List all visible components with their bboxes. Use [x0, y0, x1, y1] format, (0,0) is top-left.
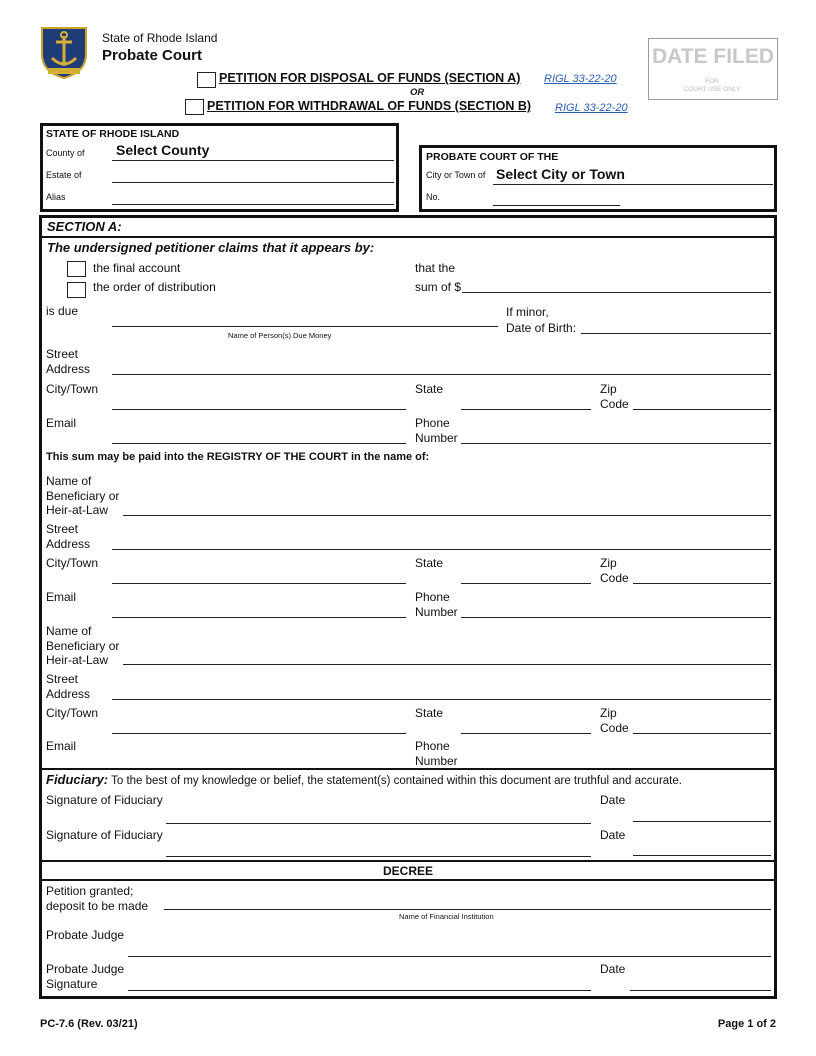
estate-label: Estate of	[46, 170, 82, 180]
judge-sig-l1: Probate Judge	[46, 962, 125, 976]
financial-institution-caption: Name of Financial Institution	[399, 912, 494, 921]
city-town-label-b2: City/Town	[46, 706, 99, 720]
email-field-b1[interactable]	[112, 617, 406, 618]
city-town-field[interactable]	[112, 409, 406, 410]
county-select[interactable]: Select County	[116, 142, 210, 158]
claim-text: The undersigned petitioner claims that it appears by:	[47, 240, 375, 255]
phone-label	[415, 416, 458, 445]
phone-b1-l2: Number	[415, 604, 458, 619]
state-label-b1: State	[415, 556, 444, 570]
no-label: No.	[426, 192, 441, 202]
granted-l2: deposit to be made	[46, 898, 149, 913]
decree-date-field[interactable]	[630, 990, 771, 991]
fiduciary-statement	[46, 772, 682, 787]
fiduciary-date-field-2[interactable]	[633, 855, 771, 856]
beneficiary-2-field[interactable]	[123, 664, 771, 665]
petition-a-title: PETITION FOR DISPOSAL OF FUNDS (SECTION A)	[219, 71, 521, 85]
phone-b2-l1: Phone	[415, 739, 450, 753]
financial-institution-field[interactable]	[164, 909, 771, 910]
distribution-checkbox[interactable]	[67, 282, 86, 298]
fiduciary-title: Fiduciary:	[46, 772, 109, 787]
dob-field[interactable]	[581, 333, 771, 334]
fiduciary-sig-field-2[interactable]	[166, 856, 591, 857]
estate-field[interactable]	[112, 182, 394, 183]
for-court-label: FOR	[705, 78, 719, 85]
street-label-l1: Street	[46, 347, 79, 361]
fiduciary-sig-label-2: Signature of Fiduciary	[46, 828, 163, 842]
granted-l1: Petition granted;	[46, 884, 134, 898]
zip-label-l2: Code	[600, 396, 629, 411]
street-field-b2[interactable]	[112, 699, 771, 700]
beneficiary-1-label	[46, 474, 119, 518]
is-due-label: is due	[46, 304, 79, 318]
zip-field-b2[interactable]	[633, 733, 771, 734]
alias-field[interactable]	[112, 204, 394, 205]
divider	[40, 236, 776, 238]
zip-label-l1: Zip	[600, 382, 617, 396]
state-label: State	[415, 382, 444, 396]
petition-a-checkbox[interactable]	[197, 72, 216, 88]
person-due-caption: Name of Person(s) Due Money	[228, 331, 332, 340]
beneficiary-1-field[interactable]	[123, 515, 771, 516]
section-a-title: SECTION A:	[47, 219, 122, 234]
email-label-b1: Email	[46, 590, 77, 604]
form-number: PC-7.6 (Rev. 03/21)	[40, 1018, 138, 1030]
phone-b1-l1: Phone	[415, 590, 450, 604]
phone-field-b1[interactable]	[461, 617, 771, 618]
case-number-field[interactable]	[493, 205, 620, 206]
or-text: OR	[410, 87, 425, 98]
street-field[interactable]	[112, 374, 771, 375]
state-field-b2[interactable]	[461, 733, 591, 734]
sum-label: sum of $	[415, 280, 462, 294]
phone-label-b1	[415, 590, 458, 619]
divider	[40, 768, 776, 770]
fiduciary-date-field-1[interactable]	[633, 821, 771, 822]
street-label-b1	[46, 522, 90, 551]
zip-label	[600, 382, 629, 411]
zip-field[interactable]	[633, 409, 771, 410]
street-b1-l1: Street	[46, 522, 79, 536]
ben1-l1: Name of	[46, 474, 92, 488]
court-name: Probate Court	[102, 47, 203, 64]
divider	[40, 879, 776, 881]
county-label: County of	[46, 148, 85, 158]
fiduciary-sig-label-1: Signature of Fiduciary	[46, 793, 163, 807]
if-minor-label: If minor,	[506, 305, 549, 319]
registry-text: This sum may be paid into the REGISTRY OF THE COURT in the name of:	[46, 451, 430, 463]
state-field-b1[interactable]	[461, 583, 591, 584]
dob-label: Date of Birth:	[506, 321, 577, 335]
street-b2-l2: Address	[46, 686, 91, 701]
zip-field-b1[interactable]	[633, 583, 771, 584]
petition-b-title: PETITION FOR WITHDRAWAL OF FUNDS (SECTION B)	[207, 99, 532, 113]
email-label: Email	[46, 416, 77, 430]
street-label-b2	[46, 672, 90, 701]
judge-sig-field[interactable]	[128, 990, 591, 991]
date-filed-box	[648, 38, 778, 100]
ben1-l2: Beneficiary or	[46, 488, 120, 503]
city-label: City or Town of	[426, 170, 486, 180]
zip-b1-l1: Zip	[600, 556, 617, 570]
alias-label: Alias	[46, 192, 66, 202]
judge-sig-l2: Signature	[46, 976, 98, 991]
ben1-l3: Heir-at-Law	[46, 503, 109, 517]
petition-granted-label	[46, 884, 148, 913]
decree-title: DECREE	[382, 864, 433, 878]
fiduciary-sig-field-1[interactable]	[166, 823, 591, 824]
ben2-l3: Heir-at-Law	[46, 653, 109, 667]
that-the-label: that the	[415, 261, 456, 275]
county-line	[112, 160, 394, 161]
beneficiary-2-label	[46, 624, 119, 668]
city-select[interactable]: Select City or Town	[496, 166, 625, 182]
city-town-label-b1: City/Town	[46, 556, 99, 570]
sum-field[interactable]	[462, 292, 771, 293]
probate-judge-field[interactable]	[128, 956, 771, 957]
state-name: State of Rhode Island	[102, 31, 218, 45]
phone-b2-l2: Number	[415, 753, 458, 768]
date-filed-label: DATE FILED	[651, 45, 775, 68]
final-account-label: the final account	[93, 261, 181, 275]
petition-a-rigl-link[interactable]: RIGL 33-22-20	[544, 73, 617, 85]
zip-label-b1	[600, 556, 629, 585]
phone-label-b2	[415, 739, 458, 768]
judge-sig-label	[46, 962, 124, 991]
probate-judge-label: Probate Judge	[46, 928, 125, 942]
petition-b-rigl-link[interactable]: RIGL 33-22-20	[555, 102, 628, 114]
street-b1-l2: Address	[46, 536, 91, 551]
distribution-label: the order of distribution	[93, 280, 216, 294]
fiduciary-text: To the best of my knowledge or belief, the statement(s) contained within this document are truthful and accurate.	[108, 775, 682, 787]
phone-label-l2: Number	[415, 430, 458, 445]
email-field[interactable]	[112, 443, 406, 444]
court-use-label: COURT USE ONLY	[683, 86, 741, 93]
street-label	[46, 347, 90, 376]
city-town-field-b2[interactable]	[112, 733, 406, 734]
city-town-label: City/Town	[46, 382, 99, 396]
street-b2-l1: Street	[46, 672, 79, 686]
email-label-b2: Email	[46, 739, 77, 753]
state-seal	[34, 24, 94, 80]
city-line	[493, 184, 773, 185]
zip-b1-l2: Code	[600, 570, 629, 585]
state-label-b2: State	[415, 706, 444, 720]
phone-field[interactable]	[461, 443, 771, 444]
final-account-checkbox[interactable]	[67, 261, 86, 277]
street-label-l2: Address	[46, 361, 91, 376]
decree-date-label: Date	[600, 962, 626, 976]
street-field-b1[interactable]	[112, 549, 771, 550]
zip-b2-l1: Zip	[600, 706, 617, 720]
fiduciary-date-label-1: Date	[600, 793, 626, 807]
page-number: Page 1 of 2	[717, 1018, 776, 1030]
zip-b2-l2: Code	[600, 720, 629, 735]
petition-b-checkbox[interactable]	[185, 99, 204, 115]
zip-label-b2	[600, 706, 629, 735]
ben2-l2: Beneficiary or	[46, 638, 120, 653]
fiduciary-date-label-2: Date	[600, 828, 626, 842]
state-caption-title: STATE OF RHODE ISLAND	[46, 128, 180, 140]
state-field[interactable]	[461, 409, 591, 410]
divider	[40, 860, 776, 862]
person-due-field[interactable]	[112, 326, 498, 327]
probate-caption-title: PROBATE COURT OF THE	[426, 151, 559, 163]
ben2-l1: Name of	[46, 624, 92, 638]
city-town-field-b1[interactable]	[112, 583, 406, 584]
phone-label-l1: Phone	[415, 416, 450, 430]
